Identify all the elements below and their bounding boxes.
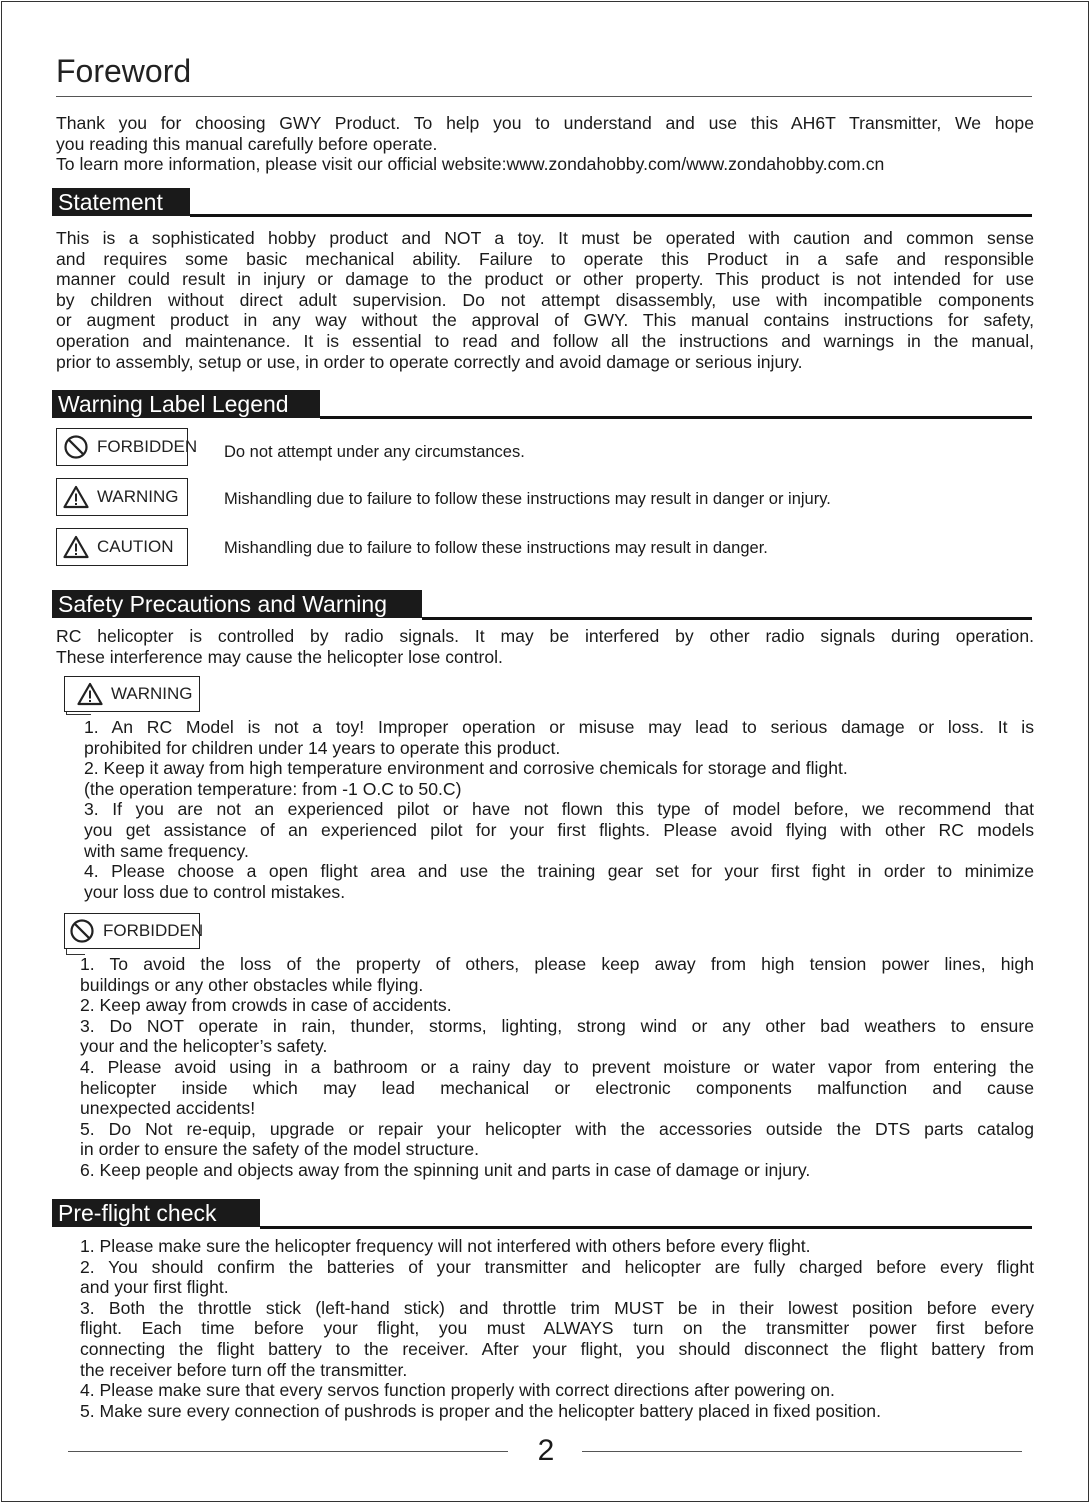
list-item: 2. Keep it away from high temperature environment and corrosive chemicals for storage and flight. bbox=[84, 758, 848, 779]
legend-label-text: WARNING bbox=[97, 487, 179, 506]
list-item: 4. Please choose a open flight area and use the training gear set for your first fight in order to minimize bbox=[84, 861, 1034, 882]
safety-intro bbox=[56, 626, 1034, 667]
list-item: you get assistance of an experienced pilot for your first flights. Please avoid flying with other RC models bbox=[84, 819, 1034, 840]
legend-label-text: CAUTION bbox=[97, 537, 174, 556]
section-heading-legend: Warning Label Legend bbox=[52, 390, 320, 418]
page-number: 2 bbox=[537, 1434, 555, 1467]
forbidden-list bbox=[80, 954, 1034, 1181]
preflight-list bbox=[80, 1236, 1034, 1421]
forbidden-label-text: FORBIDDEN bbox=[103, 921, 204, 940]
legend-description: Do not attempt under any circumstances. bbox=[224, 443, 525, 461]
list-item: 4. Please make sure that every servos function properly with correct directions after powering on. bbox=[80, 1380, 835, 1401]
warning-label-text: WARNING bbox=[111, 684, 193, 703]
list-item: the receiver before turn off the transmitter. bbox=[80, 1359, 408, 1380]
list-item: your loss due to control mistakes. bbox=[84, 881, 346, 902]
intro-paragraph bbox=[56, 113, 1034, 175]
safety-intro-line: RC helicopter is controlled by radio signals. It may be interfered by other radio signals during operation. bbox=[56, 626, 1034, 646]
list-item: and your first flight. bbox=[80, 1277, 229, 1298]
list-item: 5. Make sure every connection of pushrods is proper and the helicopter battery placed in fixed position. bbox=[80, 1400, 881, 1421]
statement-line: prior to assembly, setup or use, in order to operate correctly and avoid damage or serious injury. bbox=[56, 351, 803, 372]
statement-line: manner could result in injury or damage to the product or other property. This product is not intended for use bbox=[56, 269, 1034, 290]
list-item: 6. Keep people and objects away from the spinning unit and parts in case of damage or injury. bbox=[80, 1159, 811, 1180]
list-item: 1. Please make sure the helicopter frequency will not interfered with others before every flight. bbox=[80, 1236, 811, 1256]
section-heading-statement: Statement bbox=[52, 188, 190, 216]
intro-line: To learn more information, please visit our official website:www.zondahobby.com/www.zondahobby.com.cn bbox=[56, 154, 885, 175]
warning-triangle-icon bbox=[77, 682, 103, 706]
forbidden-icon bbox=[69, 918, 95, 944]
section-rule bbox=[320, 416, 1032, 419]
title-rule bbox=[56, 96, 1032, 97]
list-item: 1. An RC Model is not a toy! Improper operation or misuse may lead to serious damage or loss. It is bbox=[84, 717, 1034, 737]
legend-label-text: FORBIDDEN bbox=[97, 437, 198, 456]
list-item: 2. Keep away from crowds in case of accidents. bbox=[80, 995, 452, 1016]
statement-line: by children without direct adult supervision. Do not attempt disassembly, use with incompatible components bbox=[56, 289, 1034, 310]
legend-description: Mishandling due to failure to follow these instructions may result in danger or injury. bbox=[224, 490, 831, 508]
list-item: 1. To avoid the loss of the property of others, please keep away from high tension power lines, high bbox=[80, 954, 1034, 974]
list-item: 3. Both the throttle stick (left-hand stick) and throttle trim MUST be in their lowest position before every bbox=[80, 1297, 1034, 1318]
statement-line: operation and maintenance. It is essential to read and follow all the instructions and warnings in the manual, bbox=[56, 330, 1034, 351]
statement-line: or augment product in any way without the approval of GWY. This manual contains instructions for safety, bbox=[56, 310, 1034, 331]
statement-line: This is a sophisticated hobby product and NOT a toy. It must be operated with caution and common sense bbox=[56, 228, 1034, 248]
warning-triangle-icon bbox=[63, 535, 89, 559]
intro-line: Thank you for choosing GWY Product. To help you to understand and use this AH6T Transmitter, We hope bbox=[56, 113, 1034, 133]
list-item: 2. You should confirm the batteries of your transmitter and helicopter are fully charged before every flight bbox=[80, 1256, 1034, 1277]
legend-label-forbidden bbox=[56, 428, 198, 466]
list-item: 3. Do NOT operate in rain, thunder, storms, lighting, strong wind or any other bad weathers to ensure bbox=[80, 1015, 1034, 1036]
footer-rule-right bbox=[582, 1451, 1022, 1452]
warning-list bbox=[84, 717, 1034, 902]
list-item: in order to ensure the safety of the model structure. bbox=[80, 1139, 480, 1160]
warning-label bbox=[64, 676, 200, 712]
section-rule bbox=[190, 214, 1032, 217]
list-item: helicopter inside which may lead mechanical or electronic components malfunction and cause bbox=[80, 1077, 1034, 1098]
footer-rule-left bbox=[68, 1451, 508, 1452]
intro-line: you reading this manual carefully before operate. bbox=[56, 133, 438, 154]
legend-label-warning bbox=[56, 478, 188, 516]
list-item: with same frequency. bbox=[84, 840, 249, 861]
list-item: your and the helicopter’s safety. bbox=[80, 1036, 328, 1057]
list-item: flight. Each time before your flight, you must ALWAYS turn on the transmitter power first before bbox=[80, 1318, 1034, 1339]
forbidden-icon bbox=[63, 434, 89, 460]
legend-description: Mishandling due to failure to follow these instructions may result in danger. bbox=[224, 539, 768, 557]
warning-triangle-icon bbox=[63, 485, 89, 509]
statement-paragraph bbox=[56, 228, 1034, 372]
section-heading-preflight: Pre-flight check bbox=[52, 1199, 260, 1227]
list-item: connecting the flight battery to the receiver. After your flight, you should disconnect the flight battery from bbox=[80, 1338, 1034, 1359]
statement-line: and requires some basic mechanical ability. Failure to operate this Product in a safe and responsible bbox=[56, 248, 1034, 269]
legend-label-caution bbox=[56, 528, 188, 566]
list-item: buildings or any other obstacles while flying. bbox=[80, 974, 424, 995]
section-heading-safety: Safety Precautions and Warning bbox=[52, 590, 422, 618]
page-title: Foreword bbox=[56, 53, 192, 89]
list-item: 4. Please avoid using in a bathroom or a rainy day to prevent moisture or water vapor from entering the bbox=[80, 1056, 1034, 1077]
safety-intro-line: These interference may cause the helicopter lose control. bbox=[56, 646, 503, 667]
list-item: unexpected accidents! bbox=[80, 1098, 256, 1119]
list-item: prohibited for children under 14 years to operate this product. bbox=[84, 737, 561, 758]
section-rule bbox=[260, 1226, 1032, 1229]
list-item: (the operation temperature: from -1 O.C to 50.C) bbox=[84, 778, 462, 799]
list-item: 3. If you are not an experienced pilot or have not flown this type of model before, we recommend that bbox=[84, 799, 1034, 820]
section-rule bbox=[422, 617, 1032, 620]
forbidden-label bbox=[64, 913, 204, 949]
list-item: 5. Do Not re-equip, upgrade or repair your helicopter with the accessories outside the DTS parts catalog bbox=[80, 1118, 1034, 1139]
